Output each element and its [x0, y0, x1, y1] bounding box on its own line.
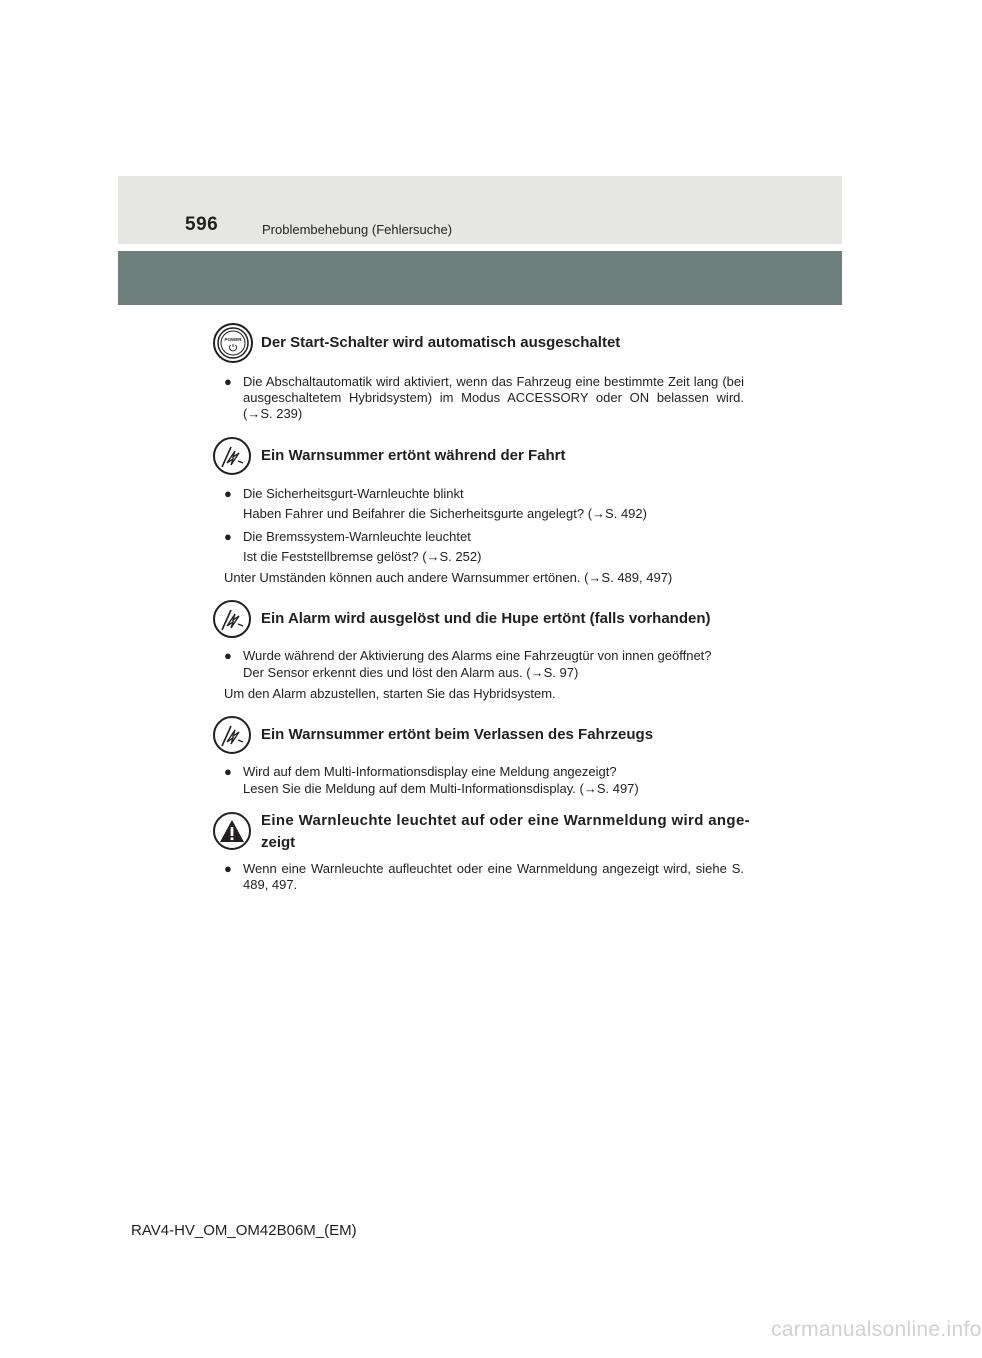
bullet-text: Der Sensor erkennt dies und löst den Alarm aus. (→S. 97) — [243, 665, 579, 680]
bullet-icon: ● — [224, 764, 232, 779]
section-note: Unter Umständen können auch andere Warnsummer ertönen. (→S. 489, 497) — [224, 570, 673, 585]
page-number: 596 — [185, 214, 219, 235]
section-heading: zeigt — [261, 834, 296, 851]
svg-text:POWER: POWER — [224, 337, 242, 342]
header-bar — [118, 251, 842, 305]
section-heading: Eine Warnleuchte leuchtet auf oder eine Warnmeldung wird ange- — [261, 812, 750, 829]
section-heading: Ein Alarm wird ausgelöst und die Hupe ertönt (falls vorhanden) — [261, 610, 711, 627]
bullet-text: Die Bremssystem-Warnleuchte leuchtet — [243, 529, 471, 544]
bullet-text: Wurde während der Aktivierung des Alarms eine Fahrzeugtür von innen geöffnet? — [243, 648, 712, 663]
bullet-icon: ● — [224, 486, 232, 501]
buzzer-icon — [213, 716, 251, 754]
bullet-text: Die Abschaltautomatik wird aktiviert, wenn das Fahrzeug eine bestimmte Zeit lang (bei ausgeschaltetem Hybridsystem) im Modus ACCESSORY oder ON belassen wird. (→S. 239) — [243, 374, 744, 421]
header-band — [118, 176, 842, 244]
section-title: Problembehebung (Fehlersuche) — [262, 222, 453, 237]
bullet-detail: Haben Fahrer und Beifahrer die Sicherheitsgurte angelegt? (→S. 492) — [243, 506, 647, 521]
section-heading: Ein Warnsummer ertönt während der Fahrt — [261, 447, 566, 464]
power-button-icon — [213, 323, 253, 363]
section-heading: Ein Warnsummer ertönt beim Verlassen des Fahrzeugs — [261, 726, 654, 743]
bullet-text: Wenn eine Warnleuchte aufleuchtet oder eine Warnmeldung angezeigt wird, siehe S. 489, 497. — [243, 861, 744, 892]
bullet-icon: ● — [224, 529, 232, 544]
bullet-detail: Ist die Feststellbremse gelöst? (→S. 252) — [243, 549, 482, 564]
bullet-text: Lesen Sie die Meldung auf dem Multi-Informationsdisplay. (→S. 497) — [243, 781, 639, 796]
bullet-icon: ● — [224, 374, 232, 389]
watermark: carmanualsonline.info — [771, 1318, 982, 1341]
warning-triangle-icon — [213, 812, 251, 850]
buzzer-icon — [213, 600, 251, 638]
bullet-text: Wird auf dem Multi-Informationsdisplay eine Meldung angezeigt? — [243, 764, 617, 779]
bullet-text: Die Sicherheitsgurt-Warnleuchte blinkt — [243, 486, 464, 501]
section-heading: Der Start-Schalter wird automatisch ausgeschaltet — [261, 334, 621, 351]
section-note: Um den Alarm abzustellen, starten Sie das Hybridsystem. — [224, 686, 556, 701]
buzzer-icon — [213, 437, 251, 475]
bullet-icon: ● — [224, 861, 232, 876]
document-code: RAV4-HV_OM_OM42B06M_(EM) — [131, 1222, 357, 1239]
bullet-icon: ● — [224, 648, 232, 663]
